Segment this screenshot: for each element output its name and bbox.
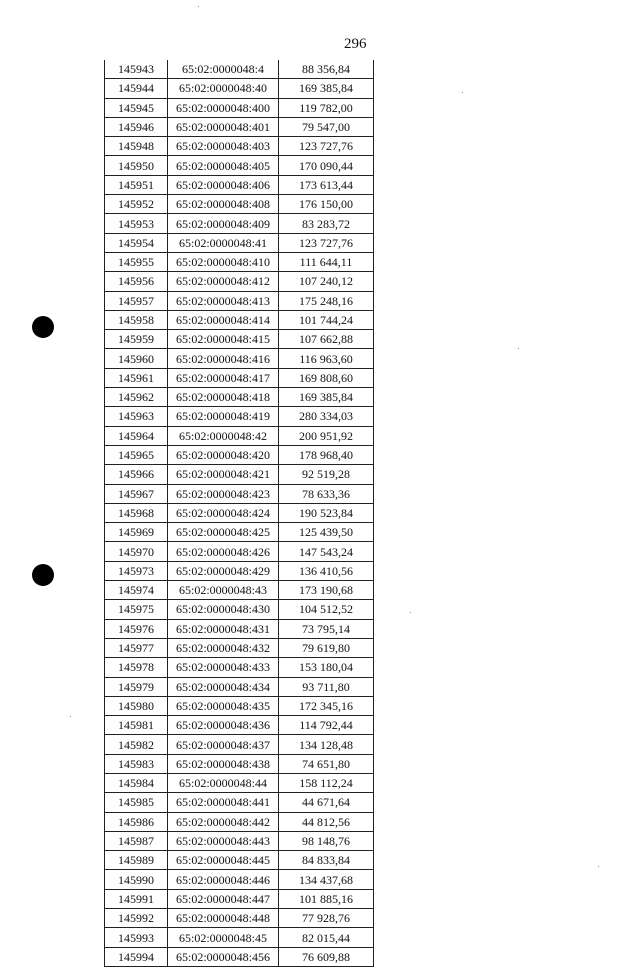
cadastral-value-cell: 136 410,56 <box>279 561 374 580</box>
cadastral-number-cell: 65:02:0000048:420 <box>168 445 279 464</box>
cadastral-number-cell: 65:02:0000048:417 <box>168 368 279 387</box>
row-number-cell: 145984 <box>105 773 168 792</box>
cadastral-number-cell: 65:02:0000048:408 <box>168 195 279 214</box>
cadastral-value-cell: 200 951,92 <box>279 426 374 445</box>
row-number-cell: 145980 <box>105 696 168 715</box>
cadastral-number-cell: 65:02:0000048:42 <box>168 426 279 445</box>
table-row <box>105 928 374 947</box>
row-number-cell: 145987 <box>105 831 168 850</box>
cadastral-value-cell: 107 662,88 <box>279 330 374 349</box>
cadastral-number-cell: 65:02:0000048:456 <box>168 947 279 966</box>
cadastral-value-cell: 116 963,60 <box>279 349 374 368</box>
table-row <box>105 156 374 175</box>
cadastral-number-cell: 65:02:0000048:441 <box>168 793 279 812</box>
cadastral-value-cell: 107 240,12 <box>279 272 374 291</box>
row-number-cell: 145973 <box>105 561 168 580</box>
table-row <box>105 98 374 117</box>
row-number-cell: 145957 <box>105 291 168 310</box>
scan-speck <box>518 348 519 349</box>
table-row <box>105 195 374 214</box>
cadastral-value-cell: 173 613,44 <box>279 175 374 194</box>
row-number-cell: 145962 <box>105 388 168 407</box>
table-row <box>105 600 374 619</box>
cadastral-number-cell: 65:02:0000048:443 <box>168 831 279 850</box>
scan-speck <box>598 866 599 867</box>
table-row <box>105 793 374 812</box>
cadastral-number-cell: 65:02:0000048:448 <box>168 909 279 928</box>
cadastral-number-cell: 65:02:0000048:447 <box>168 889 279 908</box>
table-row <box>105 716 374 735</box>
cadastral-number-cell: 65:02:0000048:435 <box>168 696 279 715</box>
cadastral-number-cell: 65:02:0000048:403 <box>168 137 279 156</box>
table-row <box>105 60 374 79</box>
cadastral-number-cell: 65:02:0000048:400 <box>168 98 279 117</box>
cadastral-value-cell: 178 968,40 <box>279 445 374 464</box>
cadastral-number-cell: 65:02:0000048:43 <box>168 581 279 600</box>
cadastral-value-cell: 114 792,44 <box>279 716 374 735</box>
scan-speck <box>410 612 411 613</box>
row-number-cell: 145952 <box>105 195 168 214</box>
cadastral-number-cell: 65:02:0000048:44 <box>168 773 279 792</box>
table-row <box>105 696 374 715</box>
row-number-cell: 145970 <box>105 542 168 561</box>
table-row <box>105 773 374 792</box>
cadastral-value-cell: 73 795,14 <box>279 619 374 638</box>
table-row <box>105 889 374 908</box>
cadastral-number-cell: 65:02:0000048:442 <box>168 812 279 831</box>
cadastral-value-cell: 176 150,00 <box>279 195 374 214</box>
row-number-cell: 145958 <box>105 310 168 329</box>
row-number-cell: 145943 <box>105 60 168 79</box>
table-row <box>105 79 374 98</box>
cadastral-value-cell: 101 744,24 <box>279 310 374 329</box>
row-number-cell: 145982 <box>105 735 168 754</box>
table-row <box>105 581 374 600</box>
table-row <box>105 137 374 156</box>
row-number-cell: 145948 <box>105 137 168 156</box>
cadastral-value-cell: 147 543,24 <box>279 542 374 561</box>
row-number-cell: 145974 <box>105 581 168 600</box>
row-number-cell: 145944 <box>105 79 168 98</box>
cadastral-number-cell: 65:02:0000048:406 <box>168 175 279 194</box>
cadastral-number-cell: 65:02:0000048:433 <box>168 658 279 677</box>
cadastral-number-cell: 65:02:0000048:432 <box>168 638 279 657</box>
table-row <box>105 677 374 696</box>
cadastral-number-cell: 65:02:0000048:431 <box>168 619 279 638</box>
row-number-cell: 145979 <box>105 677 168 696</box>
cadastral-value-cell: 84 833,84 <box>279 851 374 870</box>
cadastral-number-cell: 65:02:0000048:418 <box>168 388 279 407</box>
row-number-cell: 145946 <box>105 117 168 136</box>
table-row <box>105 117 374 136</box>
table-row <box>105 310 374 329</box>
row-number-cell: 145978 <box>105 658 168 677</box>
table-row <box>105 561 374 580</box>
cadastral-value-cell: 76 609,88 <box>279 947 374 966</box>
cadastral-value-cell: 169 808,60 <box>279 368 374 387</box>
cadastral-number-cell: 65:02:0000048:409 <box>168 214 279 233</box>
cadastral-value-cell: 175 248,16 <box>279 291 374 310</box>
row-number-cell: 145953 <box>105 214 168 233</box>
cadastral-value-cell: 173 190,68 <box>279 581 374 600</box>
table-row <box>105 214 374 233</box>
row-number-cell: 145985 <box>105 793 168 812</box>
cadastral-number-cell: 65:02:0000048:405 <box>168 156 279 175</box>
cadastral-number-cell: 65:02:0000048:401 <box>168 117 279 136</box>
cadastral-value-cell: 153 180,04 <box>279 658 374 677</box>
row-number-cell: 145964 <box>105 426 168 445</box>
cadastral-value-cell: 190 523,84 <box>279 503 374 522</box>
cadastral-value-cell: 78 633,36 <box>279 484 374 503</box>
table-row <box>105 233 374 252</box>
cadastral-number-cell: 65:02:0000048:412 <box>168 272 279 291</box>
cadastral-value-cell: 134 437,68 <box>279 870 374 889</box>
table-row <box>105 947 374 966</box>
table-row <box>105 735 374 754</box>
cadastral-value-cell: 101 885,16 <box>279 889 374 908</box>
row-number-cell: 145963 <box>105 407 168 426</box>
table-row <box>105 272 374 291</box>
row-number-cell: 145967 <box>105 484 168 503</box>
table-row <box>105 484 374 503</box>
row-number-cell: 145986 <box>105 812 168 831</box>
row-number-cell: 145989 <box>105 851 168 870</box>
cadastral-number-cell: 65:02:0000048:40 <box>168 79 279 98</box>
scan-speck <box>462 92 463 93</box>
cadastral-value-cell: 280 334,03 <box>279 407 374 426</box>
row-number-cell: 145969 <box>105 523 168 542</box>
table-row <box>105 851 374 870</box>
cadastral-value-cell: 82 015,44 <box>279 928 374 947</box>
cadastral-value-cell: 172 345,16 <box>279 696 374 715</box>
cadastral-value-cell: 123 727,76 <box>279 233 374 252</box>
table-row <box>105 330 374 349</box>
cadastral-number-cell: 65:02:0000048:413 <box>168 291 279 310</box>
row-number-cell: 145966 <box>105 465 168 484</box>
punch-hole-top <box>32 316 54 338</box>
table-row <box>105 426 374 445</box>
table-row <box>105 175 374 194</box>
table-row <box>105 812 374 831</box>
scan-speck <box>198 6 199 7</box>
row-number-cell: 145956 <box>105 272 168 291</box>
row-number-cell: 145983 <box>105 754 168 773</box>
table-row <box>105 542 374 561</box>
cadastral-number-cell: 65:02:0000048:438 <box>168 754 279 773</box>
row-number-cell: 145994 <box>105 947 168 966</box>
cadastral-value-cell: 169 385,84 <box>279 79 374 98</box>
cadastral-value-cell: 83 283,72 <box>279 214 374 233</box>
cadastral-value-cell: 123 727,76 <box>279 137 374 156</box>
cadastral-value-cell: 92 519,28 <box>279 465 374 484</box>
row-number-cell: 145961 <box>105 368 168 387</box>
row-number-cell: 145981 <box>105 716 168 735</box>
cadastral-number-cell: 65:02:0000048:419 <box>168 407 279 426</box>
cadastral-number-cell: 65:02:0000048:410 <box>168 252 279 271</box>
cadastral-number-cell: 65:02:0000048:429 <box>168 561 279 580</box>
cadastral-value-cell: 77 928,76 <box>279 909 374 928</box>
cadastral-number-cell: 65:02:0000048:445 <box>168 851 279 870</box>
cadastral-value-cell: 119 782,00 <box>279 98 374 117</box>
cadastral-number-cell: 65:02:0000048:416 <box>168 349 279 368</box>
scan-speck <box>70 716 71 717</box>
row-number-cell: 145992 <box>105 909 168 928</box>
row-number-cell: 145950 <box>105 156 168 175</box>
cadastral-number-cell: 65:02:0000048:436 <box>168 716 279 735</box>
table-row <box>105 445 374 464</box>
cadastral-number-cell: 65:02:0000048:41 <box>168 233 279 252</box>
cadastral-value-cell: 88 356,84 <box>279 60 374 79</box>
table-row <box>105 465 374 484</box>
cadastral-value-cell: 158 112,24 <box>279 773 374 792</box>
cadastral-number-cell: 65:02:0000048:424 <box>168 503 279 522</box>
cadastral-value-cell: 104 512,52 <box>279 600 374 619</box>
cadastral-number-cell: 65:02:0000048:45 <box>168 928 279 947</box>
cadastral-value-cell: 44 812,56 <box>279 812 374 831</box>
row-number-cell: 145965 <box>105 445 168 464</box>
table-row <box>105 407 374 426</box>
table-row <box>105 658 374 677</box>
cadastral-number-cell: 65:02:0000048:430 <box>168 600 279 619</box>
table-row <box>105 831 374 850</box>
row-number-cell: 145951 <box>105 175 168 194</box>
cadastral-value-cell: 79 619,80 <box>279 638 374 657</box>
row-number-cell: 145991 <box>105 889 168 908</box>
cadastral-value-cell: 169 385,84 <box>279 388 374 407</box>
table-row <box>105 349 374 368</box>
row-number-cell: 145959 <box>105 330 168 349</box>
cadastral-value-cell: 134 128,48 <box>279 735 374 754</box>
row-number-cell: 145954 <box>105 233 168 252</box>
row-number-cell: 145960 <box>105 349 168 368</box>
cadastral-number-cell: 65:02:0000048:4 <box>168 60 279 79</box>
table-row <box>105 368 374 387</box>
cadastral-number-cell: 65:02:0000048:437 <box>168 735 279 754</box>
row-number-cell: 145990 <box>105 870 168 889</box>
row-number-cell: 145968 <box>105 503 168 522</box>
table-row <box>105 291 374 310</box>
table-row <box>105 638 374 657</box>
cadastral-number-cell: 65:02:0000048:423 <box>168 484 279 503</box>
cadastral-value-cell: 170 090,44 <box>279 156 374 175</box>
table-row <box>105 870 374 889</box>
cadastral-value-cell: 44 671,64 <box>279 793 374 812</box>
row-number-cell: 145975 <box>105 600 168 619</box>
punch-hole-bottom <box>32 564 54 586</box>
cadastral-value-cell: 111 644,11 <box>279 252 374 271</box>
cadastral-value-cell: 125 439,50 <box>279 523 374 542</box>
row-number-cell: 145993 <box>105 928 168 947</box>
cadastral-number-cell: 65:02:0000048:414 <box>168 310 279 329</box>
cadastral-value-cell: 79 547,00 <box>279 117 374 136</box>
table-row <box>105 754 374 773</box>
cadastral-value-cell: 74 651,80 <box>279 754 374 773</box>
cadastral-number-cell: 65:02:0000048:446 <box>168 870 279 889</box>
page-number: 296 <box>344 36 367 52</box>
cadastral-number-cell: 65:02:0000048:415 <box>168 330 279 349</box>
table-row <box>105 523 374 542</box>
cadastral-number-cell: 65:02:0000048:421 <box>168 465 279 484</box>
table-row <box>105 909 374 928</box>
cadastral-value-cell: 98 148,76 <box>279 831 374 850</box>
table-row <box>105 388 374 407</box>
table-row <box>105 503 374 522</box>
table-row <box>105 252 374 271</box>
cadastral-value-cell: 93 711,80 <box>279 677 374 696</box>
cadastral-number-cell: 65:02:0000048:426 <box>168 542 279 561</box>
row-number-cell: 145955 <box>105 252 168 271</box>
cadastral-number-cell: 65:02:0000048:434 <box>168 677 279 696</box>
row-number-cell: 145945 <box>105 98 168 117</box>
row-number-cell: 145976 <box>105 619 168 638</box>
table-row <box>105 619 374 638</box>
cadastral-number-cell: 65:02:0000048:425 <box>168 523 279 542</box>
row-number-cell: 145977 <box>105 638 168 657</box>
cadastral-value-table <box>104 60 374 967</box>
